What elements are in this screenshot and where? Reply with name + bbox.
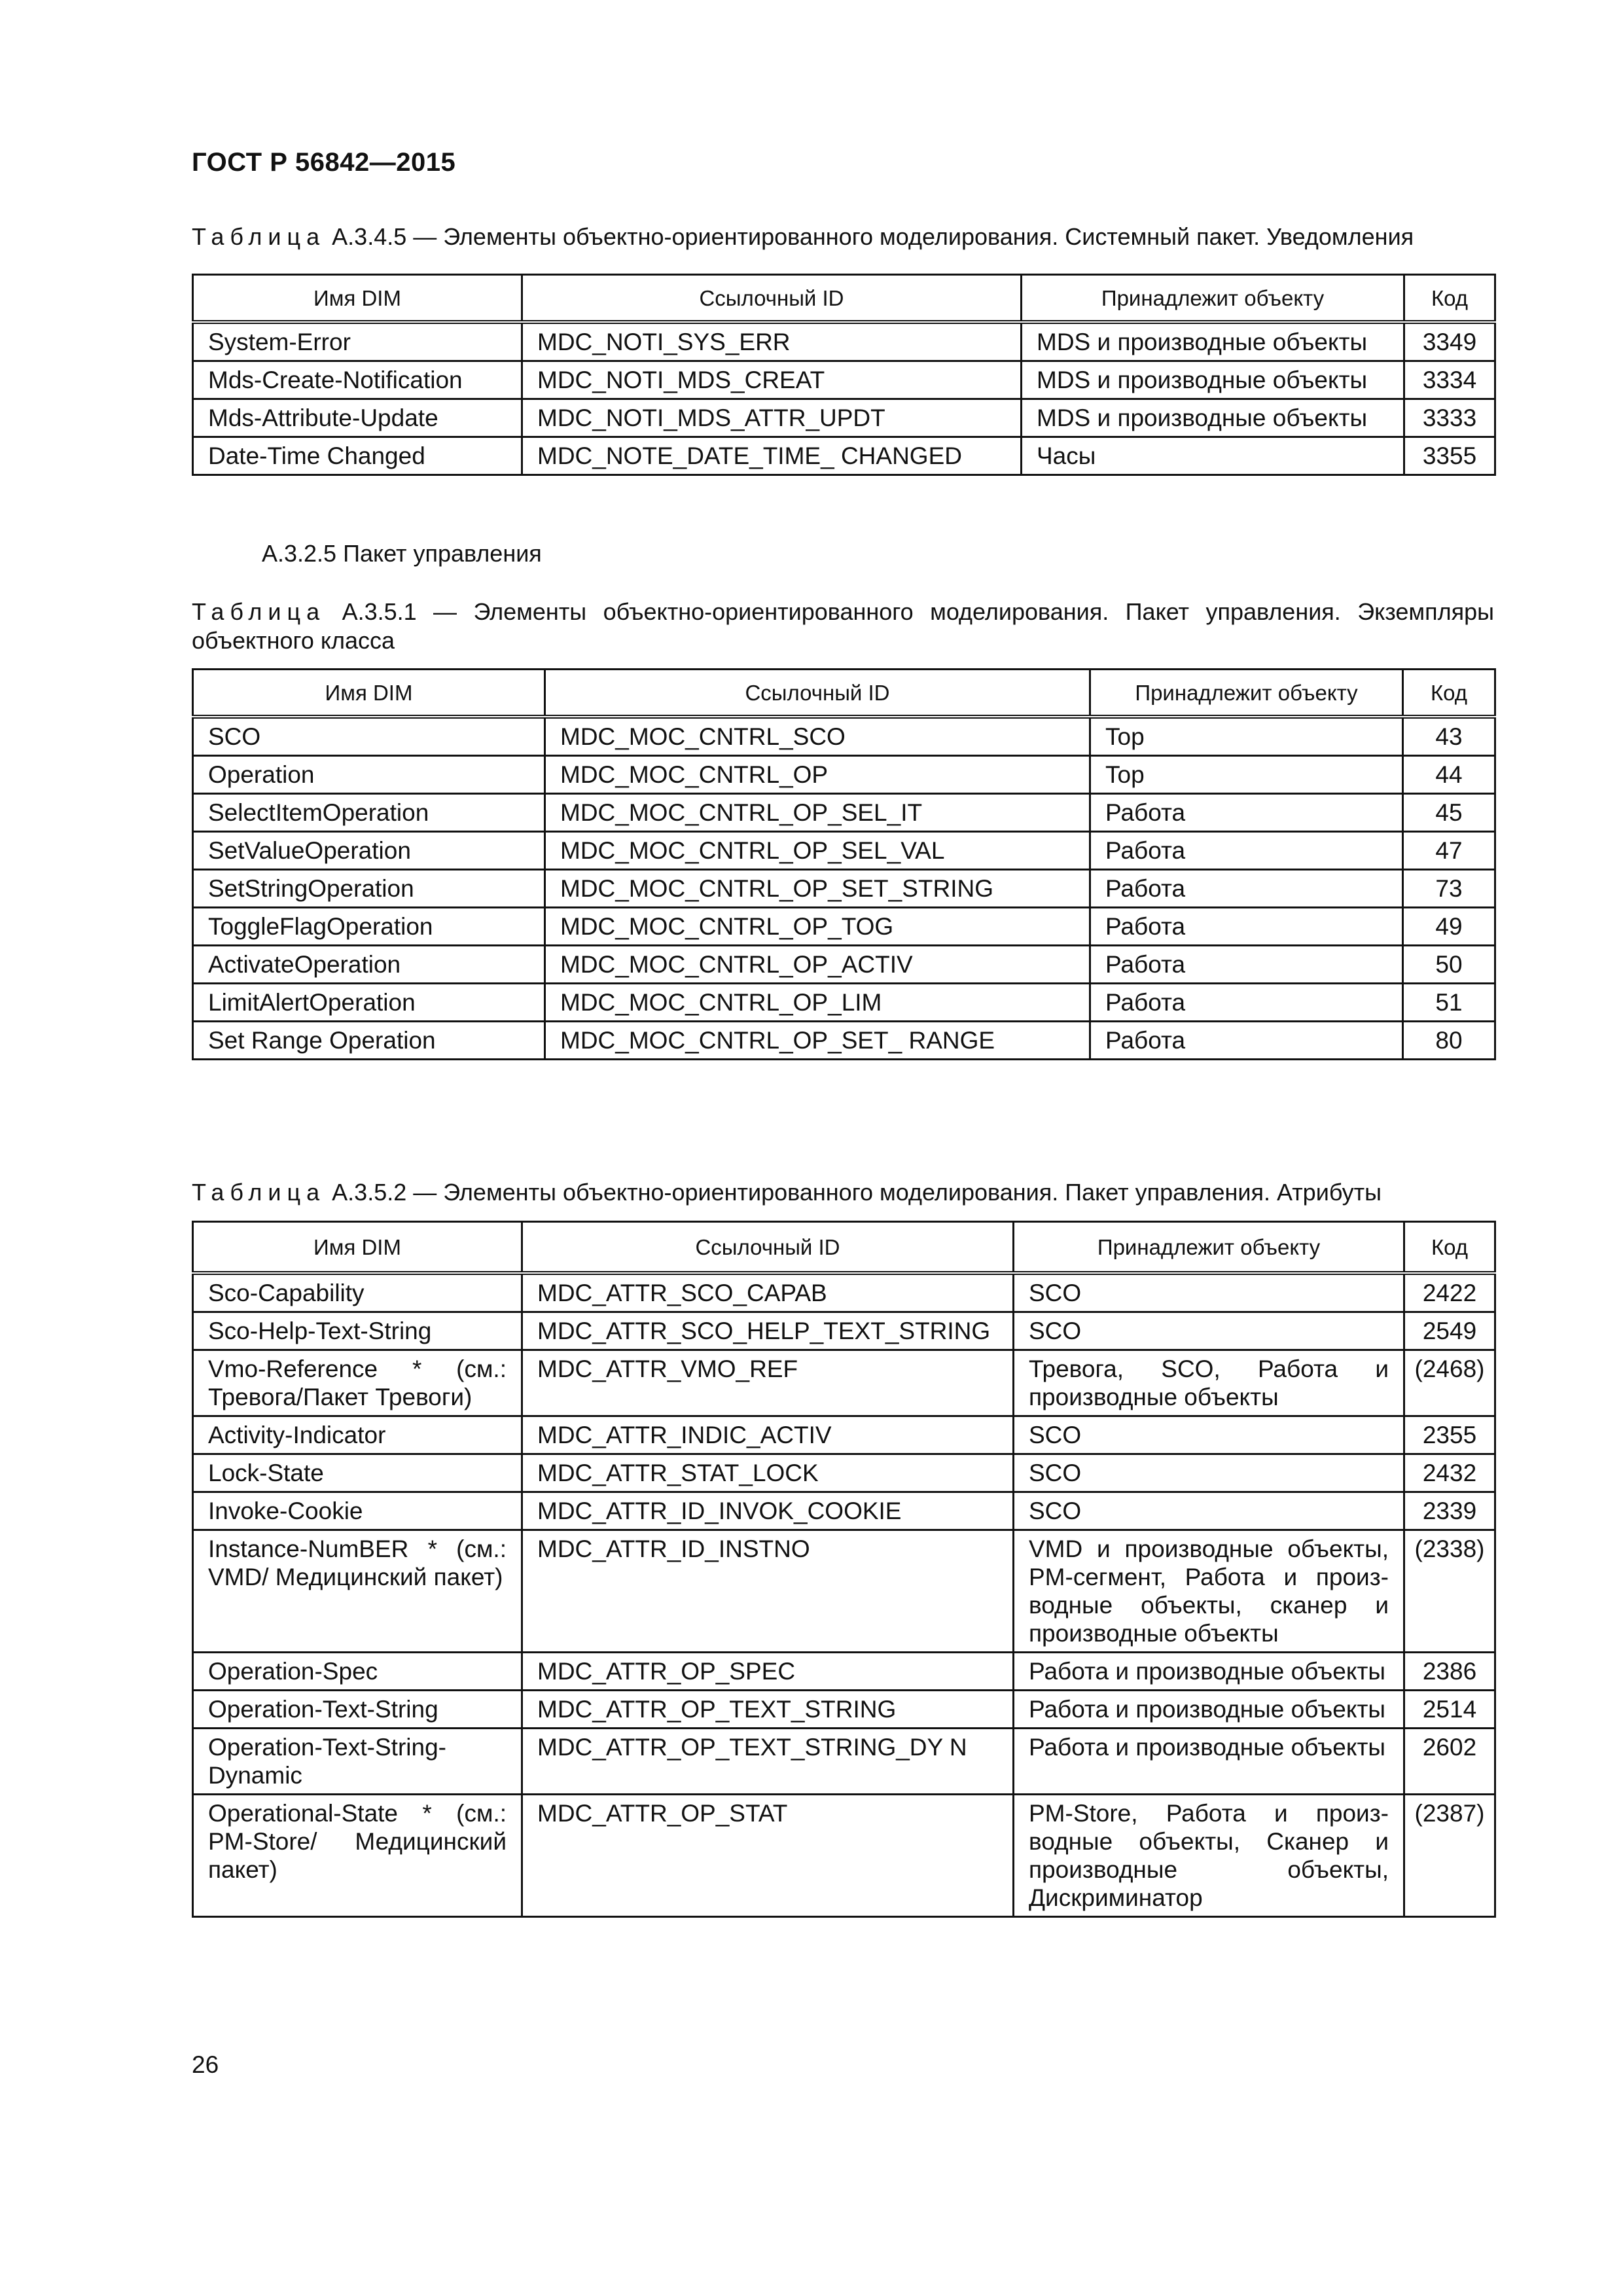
cell-owner-object: SCO: [1014, 1312, 1404, 1350]
cell-owner-object: Часы: [1022, 437, 1404, 475]
table3: [192, 1221, 1496, 1918]
column-header: Принадлежит объекту: [1014, 1222, 1404, 1274]
cell-dim-name: Set Range Operation: [193, 1022, 545, 1060]
cell-dim-name: LimitAlertOperation: [193, 984, 545, 1022]
cell-code: 2422: [1404, 1273, 1495, 1312]
cell-dim-name: Operation-Spec: [193, 1653, 522, 1691]
cell-owner-object: SCO: [1014, 1416, 1404, 1454]
page-number: 26: [192, 2051, 219, 2078]
table-row: [193, 794, 1495, 832]
column-header: Ссылочный ID: [522, 275, 1022, 323]
cell-code: 3333: [1404, 399, 1495, 437]
column-header: Имя DIM: [193, 1222, 522, 1274]
table-row: [193, 1530, 1495, 1653]
cell-dim-name: Sco-Capability: [193, 1273, 522, 1312]
cell-dim-name: System-Error: [193, 322, 522, 361]
cell-reference-id: MDC_NOTI_MDS_CREAT: [522, 361, 1022, 399]
cell-dim-name: ToggleFlagOperation: [193, 908, 545, 946]
table-row: [193, 1273, 1495, 1312]
cell-dim-name: SetStringOperation: [193, 870, 545, 908]
table-row: [193, 1691, 1495, 1729]
cell-owner-object: Работа и производные объекты: [1014, 1691, 1404, 1729]
column-header: Код: [1403, 670, 1495, 717]
table-row: [193, 984, 1495, 1022]
table3-caption: [192, 1178, 1494, 1207]
table1-caption-word: Таблица: [192, 223, 326, 250]
cell-owner-object: Работа и производные объекты: [1014, 1653, 1404, 1691]
table-row: [193, 1729, 1495, 1795]
cell-reference-id: MDC_NOTE_DATE_TIME_ CHANGED: [522, 437, 1022, 475]
table-row: [193, 870, 1495, 908]
column-header: Код: [1404, 275, 1495, 323]
column-header: Принадлежит объекту: [1022, 275, 1404, 323]
column-header: Код: [1404, 1222, 1495, 1274]
document-header: ГОСТ Р 56842—2015: [192, 148, 456, 177]
table2-caption-word: Таблица: [192, 598, 326, 625]
cell-dim-name: Date-Time Changed: [193, 437, 522, 475]
cell-code: 3355: [1404, 437, 1495, 475]
cell-dim-name: ActivateOperation: [193, 946, 545, 984]
cell-reference-id: MDC_ATTR_OP_TEXT_STRING: [522, 1691, 1014, 1729]
cell-dim-name: Invoke-Cookie: [193, 1492, 522, 1530]
cell-owner-object: Работа: [1090, 908, 1403, 946]
cell-code: 50: [1403, 946, 1495, 984]
cell-code: 2432: [1404, 1454, 1495, 1492]
table-row: [193, 1454, 1495, 1492]
cell-reference-id: MDC_MOC_CNTRL_SCO: [545, 717, 1090, 756]
cell-code: 2386: [1404, 1653, 1495, 1691]
cell-code: 49: [1403, 908, 1495, 946]
table-row: [193, 1416, 1495, 1454]
cell-code: 2339: [1404, 1492, 1495, 1530]
table-row: [193, 361, 1495, 399]
cell-owner-object: MDS и производные объекты: [1022, 322, 1404, 361]
table-row: [193, 1350, 1495, 1416]
section-heading: А.3.2.5 Пакет управления: [262, 540, 542, 567]
table3-caption-text: А.3.5.2 — Элементы объектно-ориентированного моделирования. Пакет управления. Атрибуты: [325, 1179, 1382, 1206]
cell-code: 44: [1403, 756, 1495, 794]
cell-reference-id: MDC_MOC_CNTRL_OP_LIM: [545, 984, 1090, 1022]
table2-caption-text: А.3.5.1 — Элементы объектно-ориентированного моделирования. Пакет управления. Экземпляры объектного класса: [192, 598, 1494, 654]
table-row: [193, 1653, 1495, 1691]
table-row: [193, 322, 1495, 361]
cell-owner-object: Работа: [1090, 984, 1403, 1022]
cell-reference-id: MDC_ATTR_STAT_LOCK: [522, 1454, 1014, 1492]
table2-header-row: [193, 670, 1495, 717]
cell-reference-id: MDC_ATTR_VMO_REF: [522, 1350, 1014, 1416]
cell-reference-id: MDC_MOC_CNTRL_OP: [545, 756, 1090, 794]
cell-code: 45: [1403, 794, 1495, 832]
cell-owner-object: VMD и производные объекты, PM-сегмент, Работа и производные объекты, сканер и производные объекты: [1014, 1530, 1404, 1653]
table-row: [193, 437, 1495, 475]
cell-code: 80: [1403, 1022, 1495, 1060]
cell-dim-name: Vmo-Reference * (см.: Тревога/Пакет Тревоги): [193, 1350, 522, 1416]
cell-dim-name: Mds-Create-Notification: [193, 361, 522, 399]
cell-owner-object: Работа: [1090, 946, 1403, 984]
cell-reference-id: MDC_MOC_CNTRL_OP_SEL_IT: [545, 794, 1090, 832]
cell-dim-name: Activity-Indicator: [193, 1416, 522, 1454]
table3-caption-word: Таблица: [192, 1179, 326, 1206]
column-header: Имя DIM: [193, 275, 522, 323]
cell-code: (2468): [1404, 1350, 1495, 1416]
table-row: [193, 399, 1495, 437]
cell-code: 2602: [1404, 1729, 1495, 1795]
cell-reference-id: MDC_ATTR_INDIC_ACTIV: [522, 1416, 1014, 1454]
cell-dim-name: SelectItemOperation: [193, 794, 545, 832]
cell-owner-object: Работа: [1090, 832, 1403, 870]
cell-reference-id: MDC_NOTI_SYS_ERR: [522, 322, 1022, 361]
cell-code: (2387): [1404, 1795, 1495, 1917]
cell-owner-object: Работа и производные объекты: [1014, 1729, 1404, 1795]
table1-caption: [192, 223, 1494, 251]
cell-code: 2549: [1404, 1312, 1495, 1350]
cell-reference-id: MDC_MOC_CNTRL_OP_SET_STRING: [545, 870, 1090, 908]
column-header: Принадлежит объекту: [1090, 670, 1403, 717]
cell-code: 2355: [1404, 1416, 1495, 1454]
table1-caption-text: А.3.4.5 — Элементы объектно-ориентированного моделирования. Системный пакет. Уведомления: [325, 223, 1414, 250]
cell-owner-object: Top: [1090, 756, 1403, 794]
cell-owner-object: PM-Store, Работа и производные объекты, Сканер и производные объекты, Дискриминатор: [1014, 1795, 1404, 1917]
cell-owner-object: SCO: [1014, 1454, 1404, 1492]
column-header: Ссылочный ID: [545, 670, 1090, 717]
table-row: [193, 1795, 1495, 1917]
cell-reference-id: MDC_MOC_CNTRL_OP_SET_ RANGE: [545, 1022, 1090, 1060]
column-header: Имя DIM: [193, 670, 545, 717]
column-header: Ссылочный ID: [522, 1222, 1014, 1274]
cell-reference-id: MDC_ATTR_SCO_CAPAB: [522, 1273, 1014, 1312]
cell-code: 3334: [1404, 361, 1495, 399]
cell-dim-name: Lock-State: [193, 1454, 522, 1492]
cell-dim-name: Operation-Text-String-Dynamic: [193, 1729, 522, 1795]
table-row: [193, 1312, 1495, 1350]
cell-reference-id: MDC_ATTR_SCO_HELP_TEXT_STRING: [522, 1312, 1014, 1350]
cell-owner-object: MDS и производные объекты: [1022, 361, 1404, 399]
cell-code: 3349: [1404, 322, 1495, 361]
cell-dim-name: SCO: [193, 717, 545, 756]
cell-dim-name: Operation: [193, 756, 545, 794]
cell-reference-id: MDC_ATTR_ID_INVOK_COOKIE: [522, 1492, 1014, 1530]
cell-owner-object: Работа: [1090, 794, 1403, 832]
table2: [192, 668, 1496, 1060]
table-row: [193, 1492, 1495, 1530]
cell-dim-name: Sco-Help-Text-String: [193, 1312, 522, 1350]
cell-owner-object: Работа: [1090, 870, 1403, 908]
table-row: [193, 717, 1495, 756]
cell-reference-id: MDC_MOC_CNTRL_OP_ACTIV: [545, 946, 1090, 984]
cell-reference-id: MDC_MOC_CNTRL_OP_SEL_VAL: [545, 832, 1090, 870]
table3-header-row: [193, 1222, 1495, 1274]
cell-dim-name: Operational-State * (см.: PM-Store/ Медицинский пакет): [193, 1795, 522, 1917]
table-row: [193, 946, 1495, 984]
cell-dim-name: SetValueOperation: [193, 832, 545, 870]
cell-code: 47: [1403, 832, 1495, 870]
cell-owner-object: SCO: [1014, 1273, 1404, 1312]
cell-reference-id: MDC_ATTR_OP_SPEC: [522, 1653, 1014, 1691]
cell-reference-id: MDC_ATTR_OP_STAT: [522, 1795, 1014, 1917]
cell-reference-id: MDC_ATTR_ID_INSTNO: [522, 1530, 1014, 1653]
table-row: [193, 908, 1495, 946]
cell-owner-object: Top: [1090, 717, 1403, 756]
table2-caption: [192, 598, 1494, 655]
cell-code: 2514: [1404, 1691, 1495, 1729]
cell-dim-name: Mds-Attribute-Update: [193, 399, 522, 437]
cell-code: 43: [1403, 717, 1495, 756]
cell-reference-id: MDC_NOTI_MDS_ATTR_UPDT: [522, 399, 1022, 437]
table1-header-row: [193, 275, 1495, 323]
cell-code: 73: [1403, 870, 1495, 908]
cell-owner-object: MDS и производные объекты: [1022, 399, 1404, 437]
cell-reference-id: MDC_MOC_CNTRL_OP_TOG: [545, 908, 1090, 946]
cell-owner-object: Тревога, SCO, Работа и производные объекты: [1014, 1350, 1404, 1416]
cell-owner-object: SCO: [1014, 1492, 1404, 1530]
table-row: [193, 832, 1495, 870]
table1: [192, 274, 1496, 476]
cell-reference-id: MDC_ATTR_OP_TEXT_STRING_DY N: [522, 1729, 1014, 1795]
table-row: [193, 1022, 1495, 1060]
cell-dim-name: Instance-NumBER * (см.: VMD/ Медицинский пакет): [193, 1530, 522, 1653]
cell-owner-object: Работа: [1090, 1022, 1403, 1060]
cell-code: 51: [1403, 984, 1495, 1022]
table-row: [193, 756, 1495, 794]
cell-code: (2338): [1404, 1530, 1495, 1653]
cell-dim-name: Operation-Text-String: [193, 1691, 522, 1729]
